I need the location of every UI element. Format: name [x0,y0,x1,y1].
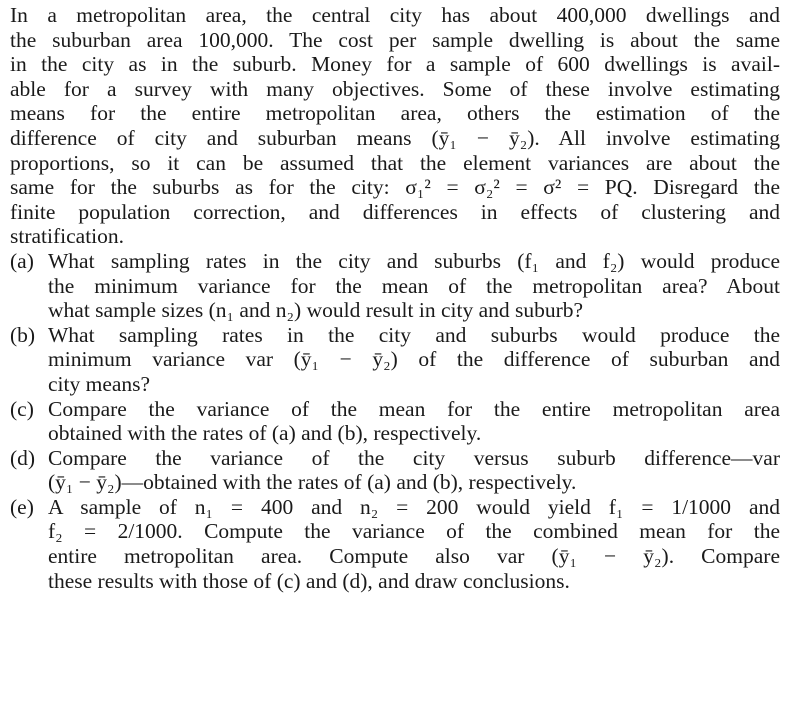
text-line: obtained with the rates of (a) and (b), respectively. [48,421,482,446]
question-label: (a) [10,248,34,273]
text-line: finite population correction, and differences in effects of clustering and [10,199,780,224]
text-line: these results with those of (c) and (d), and draw conclusions. [48,568,570,593]
text-line: proportions, so it can be assumed that the element variances are about the [10,150,780,175]
intro-paragraph [10,3,780,249]
text-line: Compare the variance of the city versus suburb difference—var [48,445,780,470]
text-line: same for the suburbs as for the city: σ₁² = σ₂² = σ² = PQ. Disregard the [10,175,780,200]
text-line: what sample sizes (n₁ and n₂) would result in city and suburb? [48,298,584,323]
text-line: the minimum variance for the mean of the metropolitan area? About [48,273,780,298]
text-line: (ȳ₁ − ȳ₂)—obtained with the rates of (a) and (b), respectively. [48,470,577,495]
question-label: (d) [10,445,36,470]
text-line: A sample of n₁ = 400 and n₂ = 200 would yield f₁ = 1/1000 and [48,494,780,519]
question-a [10,249,780,323]
question-label: (c) [10,396,34,421]
question-label: (e) [10,494,34,519]
text-line: minimum variance var (ȳ₁ − ȳ₂) of the difference of suburban and [48,347,780,372]
text-line: What sampling rates in the city and suburbs would produce the [48,322,780,347]
text-line: in the city as in the suburb. Money for a sample of 600 dwellings is avail- [10,52,780,77]
question-c [10,397,780,446]
question-d [10,446,780,495]
text-line: In a metropolitan area, the central city has about 400,000 dwellings and [10,3,780,27]
text-line: means for the entire metropolitan area, others the estimation of the [10,101,780,126]
text-line: f₂ = 2/1000. Compute the variance of the combined mean for the [48,519,780,544]
text-line: the suburban area 100,000. The cost per sample dwelling is about the same [10,27,780,52]
question-e [10,495,780,593]
text-line: city means? [48,371,151,396]
text-line: difference of city and suburban means (ȳ₁ − ȳ₂). All involve estimating [10,125,780,150]
text-line: stratification. [10,224,125,249]
text-line: entire metropolitan area. Compute also var (ȳ₁ − ȳ₂). Compare [48,544,780,569]
text-line: able for a survey with many objectives. Some of these involve estimating [10,76,780,101]
text-line: Compare the variance of the mean for the entire metropolitan area [48,396,780,421]
question-label: (b) [10,322,36,347]
text-line: What sampling rates in the city and suburbs (f₁ and f₂) would produce [48,248,780,273]
question-b [10,323,780,397]
